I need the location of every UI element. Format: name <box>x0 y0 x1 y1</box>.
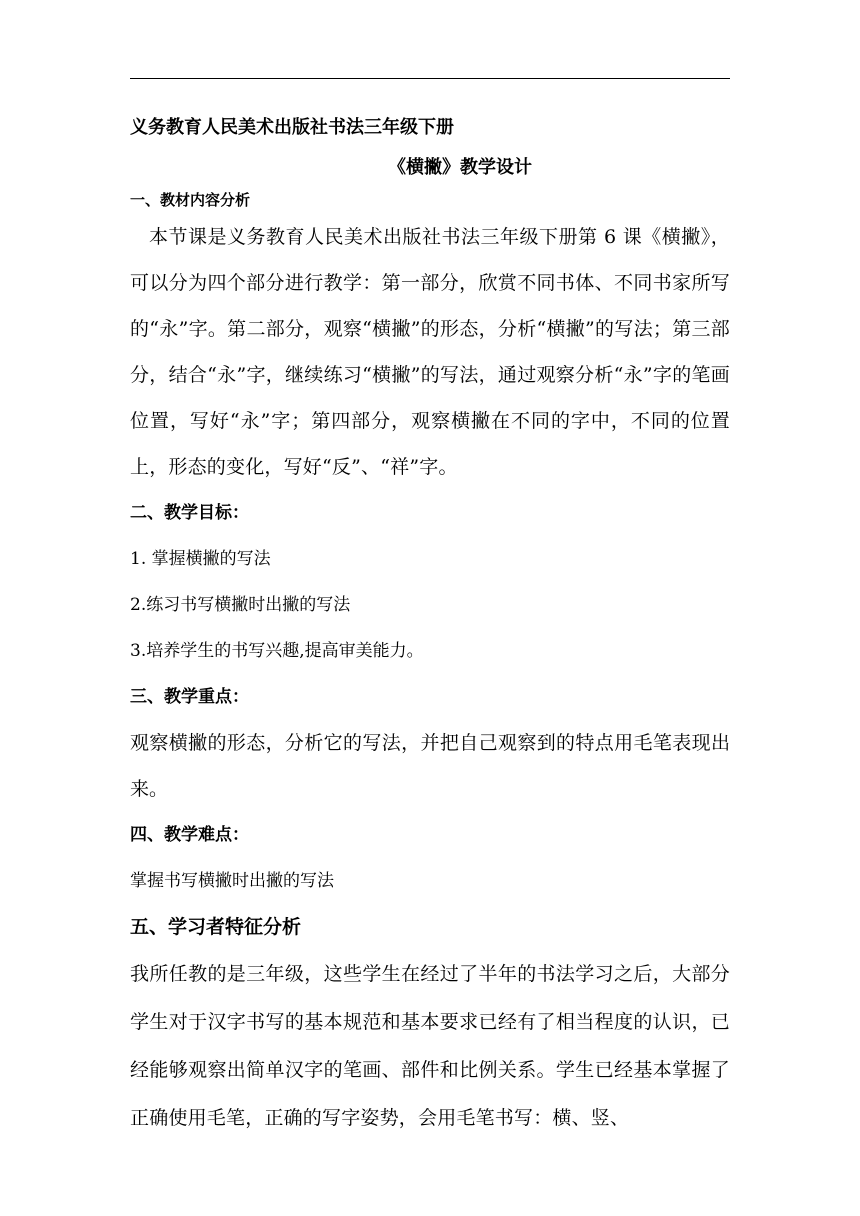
section-heading-learner-analysis: 五、学习者特征分析 <box>130 916 302 938</box>
section-heading-key-points: 三、教学重点： <box>130 687 249 707</box>
goal-item-3: 3.培养学生的书写兴趣,提高审美能力。 <box>130 641 424 661</box>
section-heading-textbook-analysis: 一、教材内容分析 <box>130 191 251 209</box>
section-body-textbook-analysis: 本节课是义务教育人民美术出版社书法三年级下册第 6 课《横撇》，可以分为四个部分进行教学：第一部分，欣赏不同书体、不同书家所写的“永”字。第二部分，观察“横撇”的形态，分析“横撇”的写法；第三部分，结合“永”字，继续练习“横撇”的写法，通过观察分析“永”字的笔画位置，写好“永”字；第四部分，观察横撇在不同的字中，不同的位置上，形态的变化，写好“反”、“祥”字。 <box>130 226 730 478</box>
section-heading-difficulties: 四、教学难点： <box>130 825 249 845</box>
header-rule <box>130 78 730 79</box>
goal-item-1: 1. 掌握横撇的写法 <box>130 549 271 569</box>
section-heading-teaching-goals: 二、教学目标： <box>130 503 249 523</box>
goal-item-2: 2.练习书写横撇时出撇的写法 <box>130 595 351 615</box>
document-body <box>130 108 730 1142</box>
section-body-difficulties: 掌握书写横撇时出撇的写法 <box>130 871 334 891</box>
section-body-key-points: 观察横撇的形态，分析它的写法，并把自己观察到的特点用毛笔表现出来。 <box>130 732 730 800</box>
document-subtitle: 《横撇》教学设计 <box>388 157 532 178</box>
document-title: 义务教育人民美术出版社书法三年级下册 <box>130 117 454 138</box>
section-body-learner-analysis: 我所任教的是三年级，这些学生在经过了半年的书法学习之后，大部分学生对于汉字书写的基本规范和基本要求已经有了相当程度的认识，已经能够观察出简单汉字的笔画、部件和比例关系。学生已经基本掌握了正确使用毛笔，正确的写字姿势，会用毛笔书写：横、竖、 <box>130 963 730 1129</box>
